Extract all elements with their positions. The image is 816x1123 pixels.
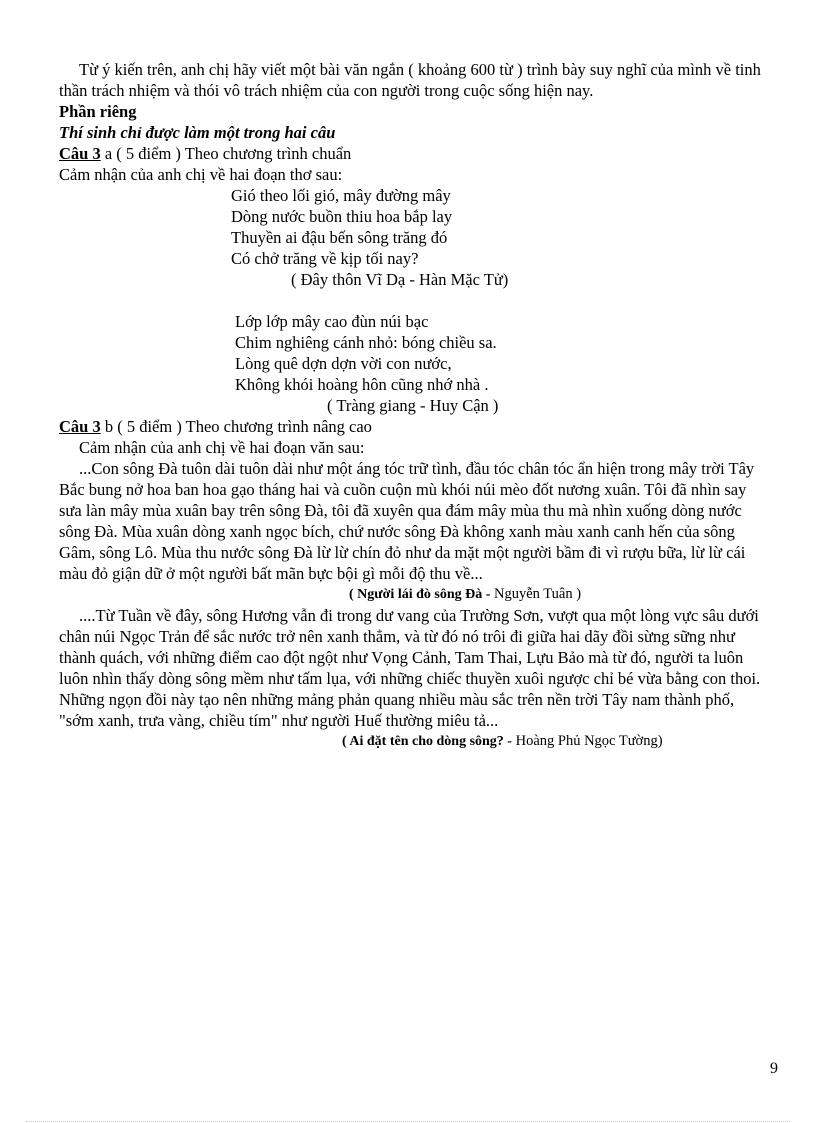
passage-2: ....Từ Tuần về đây, sông Hương vẫn đi trong dư vang của Trường Sơn, vượt qua một lòng vực sâu dưới chân núi Ngọc Trản để sắc nước trở nên xanh thẳm, và từ đó nó trôi đi giữa hai dãy đồi sừng sững như thành quách, với những điểm cao đột ngột như Vọng Cảnh, Tam Thai, Lựu Bảo mà từ đó, người ta luôn luôn nhìn thấy dòng sông mềm như tấm lụa, với những chiếc thuyền xuôi ngược chỉ bé vừa bằng con thoi. Những ngọn đồi này tạo nên những mảng phản quang nhiều màu sắc trên nền trời Tây nam thành phố, "sớm xanh, trưa vàng, chiều tím" như người Huế thường miêu tả... — [59, 606, 761, 730]
section-instruction: Thí sinh chỉ được làm một trong hai câu — [59, 123, 336, 142]
poem-1-source: ( Đây thôn Vĩ Dạ - Hàn Mặc Tử) — [291, 270, 509, 289]
poem-2-source: ( Tràng giang - Huy Cận ) — [327, 396, 499, 415]
intro-paragraph: Từ ý kiến trên, anh chị hãy viết một bài văn ngắn ( khoảng 600 từ ) trình bày suy nghĩ của mình về tinh thần trách nhiệm và thói vô trách nhiệm của con người trong cuộc sống hiện nay. — [59, 60, 761, 100]
passage-1: ...Con sông Đà tuôn dài tuôn dài như một áng tóc trữ tình, đầu tóc chân tóc ẩn hiện trong mây trời Tây Bắc bung nở hoa ban hoa gạo tháng hai và cuồn cuộn mù khói núi mèo đốt nương xuân. Tôi đã nhìn say sưa làn mây mùa xuân bay trên sông Đà, tôi đã xuyên qua đám mây mùa thu mà nhìn xuống dòng nước sông Đà. Mùa xuân dòng xanh ngọc bích, chứ nước sông Đà không xanh màu xanh canh hến của sông Gâm, sông Lô. Mùa thu nước sông Đà lừ lừ chín đỏ như da mặt một người bầm đi vì rượu bữa, lừ lừ cái màu đỏ giận dữ ở một người bất mãn bực bội gì mỗi độ thu về... — [59, 459, 755, 583]
passage-2-source — [342, 731, 771, 752]
poem-1 — [231, 185, 771, 269]
poem-2-line: Lớp lớp mây cao đùn núi bạc — [235, 312, 429, 331]
poem-1-line: Thuyền ai đậu bến sông trăng đó — [231, 228, 448, 247]
passage-2-source-title: ( Ai đặt tên cho dòng sông? - — [342, 734, 512, 749]
poem-2 — [235, 311, 771, 395]
poem-2-line: Không khói hoàng hôn cũng nhớ nhà . — [235, 375, 489, 394]
q3b-heading-rest: b ( 5 điểm ) Theo chương trình nâng cao — [100, 417, 372, 436]
q3b-heading — [59, 416, 771, 437]
poem-2-line: Chim nghiêng cánh nhỏ: bóng chiều sa. — [235, 333, 497, 352]
poem-1-line: Gió theo lối gió, mây đường mây — [231, 186, 451, 205]
document-page — [59, 59, 771, 752]
poem-2-line: Lòng quê dợn dợn vời con nước, — [235, 354, 452, 373]
q3b-label: Câu 3 — [59, 417, 101, 436]
page-number: 9 — [770, 1060, 778, 1077]
q3b-prompt: Cảm nhận của anh chị về hai đoạn văn sau: — [79, 438, 365, 457]
q3a-heading — [59, 143, 771, 164]
q3a-label: Câu 3 — [59, 144, 101, 163]
section-title: Phần riêng — [59, 102, 137, 121]
passage-1-source — [349, 584, 771, 605]
passage-2-source-author: Hoàng Phủ Ngọc Tường) — [511, 733, 663, 749]
page-bottom-divider — [26, 1121, 790, 1122]
q3a-heading-rest: a ( 5 điểm ) Theo chương trình chuẩn — [100, 144, 352, 163]
poem-1-line: Dòng nước buồn thiu hoa bắp lay — [231, 207, 453, 226]
q3a-prompt: Cảm nhận của anh chị về hai đoạn thơ sau: — [59, 165, 343, 184]
poem-1-line: Có chở trăng về kịp tối nay? — [231, 249, 419, 268]
passage-1-source-title: ( Người lái đò sông Đà - — [349, 587, 491, 602]
spacer — [59, 290, 771, 311]
passage-1-source-author: Nguyễn Tuân ) — [490, 586, 582, 602]
